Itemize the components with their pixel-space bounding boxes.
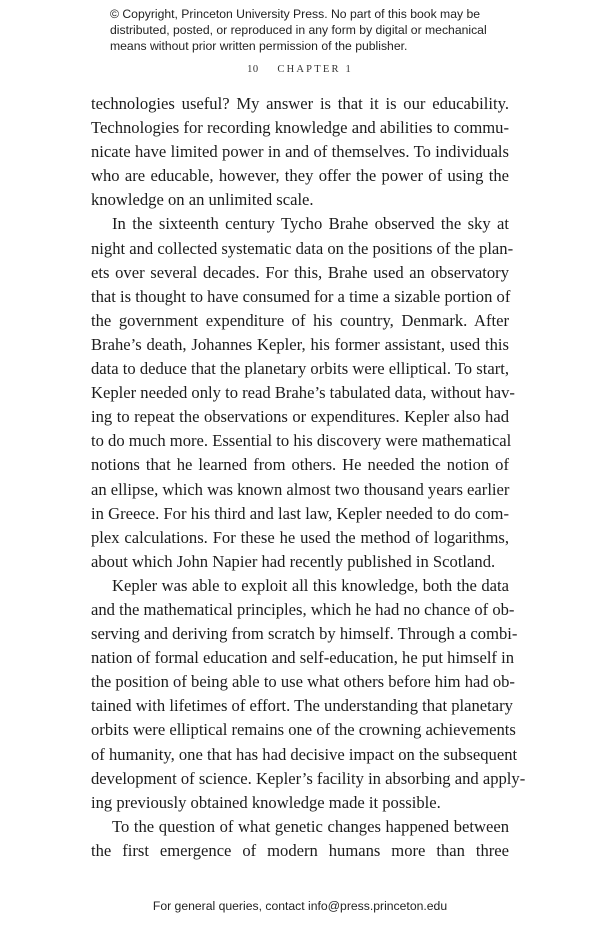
text-line: the position of being able to use what others before him had ob- bbox=[91, 672, 515, 692]
text-line: knowledge on an unlimited scale. bbox=[91, 190, 314, 210]
text-line: the government expenditure of his country, Denmark. After bbox=[91, 310, 509, 330]
text-line: about which John Napier had recently published in Scotland. bbox=[91, 551, 496, 571]
text-line: the first emergence of modern humans more than three bbox=[91, 840, 509, 860]
copyright-line: © Copyright, Princeton University Press. No part of this book may be bbox=[110, 7, 481, 21]
copyright-notice bbox=[110, 6, 510, 54]
copyright-line: means without prior written permission of the publisher. bbox=[110, 39, 408, 53]
text-line: to do much more. Essential to his discovery were mathematical bbox=[91, 431, 512, 451]
text-line: Technologies for recording knowledge and abilities to commu- bbox=[91, 118, 509, 138]
text-line: nation of formal education and self-education, he put himself in bbox=[91, 648, 515, 668]
page-number: 10 bbox=[247, 64, 259, 75]
copyright-line: distributed, posted, or reproduced in any form by digital or mechanical bbox=[110, 23, 487, 37]
text-line: technologies useful? My answer is that it is our educability. bbox=[91, 94, 509, 113]
text-line: data to deduce that the planetary orbits were elliptical. To start, bbox=[91, 359, 509, 379]
text-line: tained with lifetimes of effort. The understanding that planetary bbox=[91, 696, 513, 716]
text-line: nicate have limited power in and of themselves. To individuals bbox=[91, 142, 509, 162]
running-head bbox=[0, 64, 600, 75]
text-line: orbits were elliptical remains one of the crowning achievements bbox=[91, 720, 516, 740]
text-line: that is thought to have consumed for a time a sizable portion of bbox=[91, 286, 511, 306]
text-line: Brahe’s death, Johannes Kepler, his former assistant, used this bbox=[91, 334, 509, 354]
chapter-label: CHAPTER 1 bbox=[277, 64, 353, 75]
text-line: night and collected systematic data on the positions of the plan- bbox=[91, 238, 514, 258]
body-text bbox=[91, 92, 526, 863]
text-line: an ellipse, which was known almost two thousand years earlier bbox=[91, 479, 510, 499]
text-line: ing to repeat the observations or expenditures. Kepler also had bbox=[91, 407, 509, 427]
text-line: in Greece. For his third and last law, Kepler needed to do com- bbox=[91, 503, 509, 523]
text-line: To the question of what genetic changes happened between bbox=[112, 816, 509, 836]
text-line: serving and deriving from scratch by himself. Through a combi- bbox=[91, 624, 518, 644]
text-line: of humanity, one that has had decisive impact on the subsequent bbox=[91, 744, 518, 764]
text-line: ets over several decades. For this, Brahe used an observatory bbox=[91, 262, 509, 282]
text-line: development of science. Kepler’s facility in absorbing and apply- bbox=[91, 768, 526, 788]
text-line: In the sixteenth century Tycho Brahe observed the sky at bbox=[112, 214, 509, 234]
text-line: Kepler was able to exploit all this knowledge, both the data bbox=[112, 575, 509, 595]
text-line: plex calculations. For these he used the method of logarithms, bbox=[91, 527, 509, 547]
footer-contact: For general queries, contact info@press.princeton.edu bbox=[152, 899, 448, 913]
text-line: ing previously obtained knowledge made it possible. bbox=[91, 792, 441, 812]
text-line: notions that he learned from others. He needed the notion of bbox=[91, 455, 509, 475]
text-line: Kepler needed only to read Brahe’s tabulated data, without hav- bbox=[91, 383, 515, 403]
text-line: who are educable, however, they offer the power of using the bbox=[91, 166, 509, 186]
text-line: and the mathematical principles, which he had no chance of ob- bbox=[91, 599, 515, 619]
